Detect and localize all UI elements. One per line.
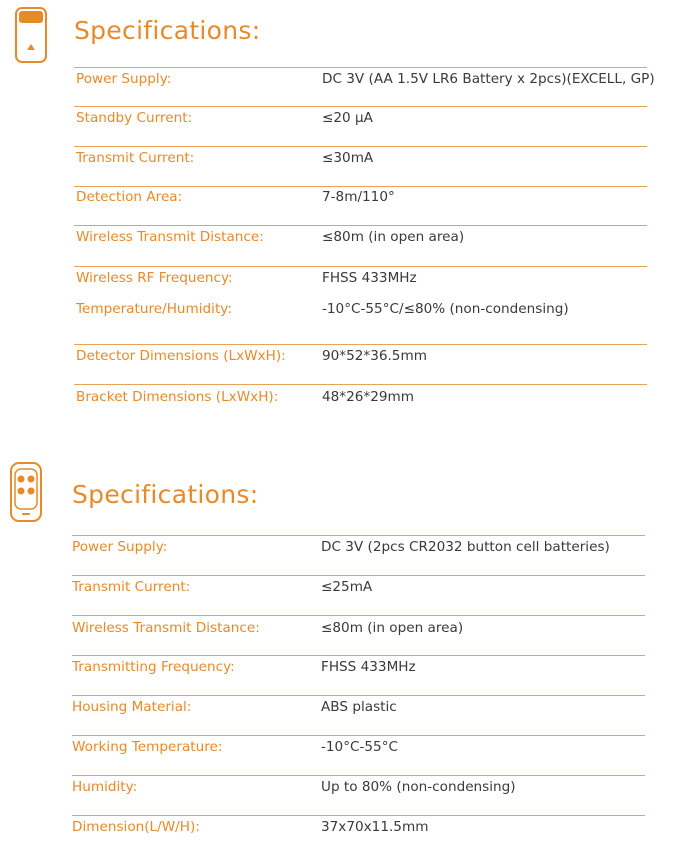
spec-label: Wireless Transmit Distance:	[72, 620, 260, 636]
divider	[74, 106, 647, 107]
spec-value: 7-8m/110°	[322, 189, 395, 205]
section-title: Specifications:	[74, 16, 261, 45]
spec-label: Detector Dimensions (LxWxH):	[76, 348, 286, 364]
spec-label: Dimension(L/W/H):	[72, 819, 200, 835]
spec-label: Humidity:	[72, 779, 138, 795]
spec-value: 48*26*29mm	[322, 389, 414, 405]
spec-value: ABS plastic	[321, 699, 397, 715]
divider	[72, 535, 645, 536]
divider	[72, 735, 645, 736]
spec-value: FHSS 433MHz	[321, 659, 416, 675]
spec-value: -10°C-55°C/≤80% (non-condensing)	[322, 301, 569, 317]
spec-value: ≤25mA	[321, 579, 373, 595]
divider	[74, 67, 647, 68]
spec-label: Temperature/Humidity:	[76, 301, 232, 317]
spec-label: Housing Material:	[72, 699, 192, 715]
divider	[74, 344, 647, 345]
spec-label: Transmit Current:	[76, 150, 195, 166]
divider	[72, 815, 645, 816]
spec-label: Standby Current:	[76, 110, 193, 126]
spec-value: ≤80m (in open area)	[321, 620, 464, 636]
divider	[72, 655, 645, 656]
spec-value: ≤80m (in open area)	[322, 229, 465, 245]
divider	[72, 575, 645, 576]
spec-label: Transmitting Frequency:	[72, 659, 235, 675]
spec-value: DC 3V (2pcs CR2032 button cell batteries)	[321, 539, 610, 555]
spec-label: Transmit Current:	[72, 579, 191, 595]
remote-keyfob-icon	[9, 461, 43, 527]
spec-label: Working Temperature:	[72, 739, 223, 755]
spec-value: 90*52*36.5mm	[322, 348, 427, 364]
divider	[74, 384, 647, 385]
motion-detector-icon	[14, 6, 48, 68]
spec-label: Wireless RF Frequency:	[76, 270, 233, 286]
spec-value: -10°C-55°C	[321, 739, 398, 755]
spec-label: Bracket Dimensions (LxWxH):	[76, 389, 279, 405]
divider	[74, 186, 647, 187]
spec-label: Detection Area:	[76, 189, 183, 205]
divider	[72, 615, 645, 616]
divider	[74, 225, 647, 226]
spec-value: 37x70x11.5mm	[321, 819, 429, 835]
divider	[72, 695, 645, 696]
spec-value: DC 3V (AA 1.5V LR6 Battery x 2pcs)(EXCELL, GP)	[322, 71, 655, 87]
spec-label: Power Supply:	[72, 539, 168, 555]
divider	[72, 775, 645, 776]
section-title: Specifications:	[72, 480, 259, 509]
spec-value: Up to 80% (non-condensing)	[321, 779, 516, 795]
spec-value: FHSS 433MHz	[322, 270, 417, 286]
spec-value: ≤20 μA	[322, 110, 373, 126]
divider	[74, 266, 647, 267]
divider	[74, 146, 647, 147]
spec-value: ≤30mA	[322, 150, 374, 166]
spec-label: Wireless Transmit Distance:	[76, 229, 264, 245]
spec-label: Power Supply:	[76, 71, 172, 87]
